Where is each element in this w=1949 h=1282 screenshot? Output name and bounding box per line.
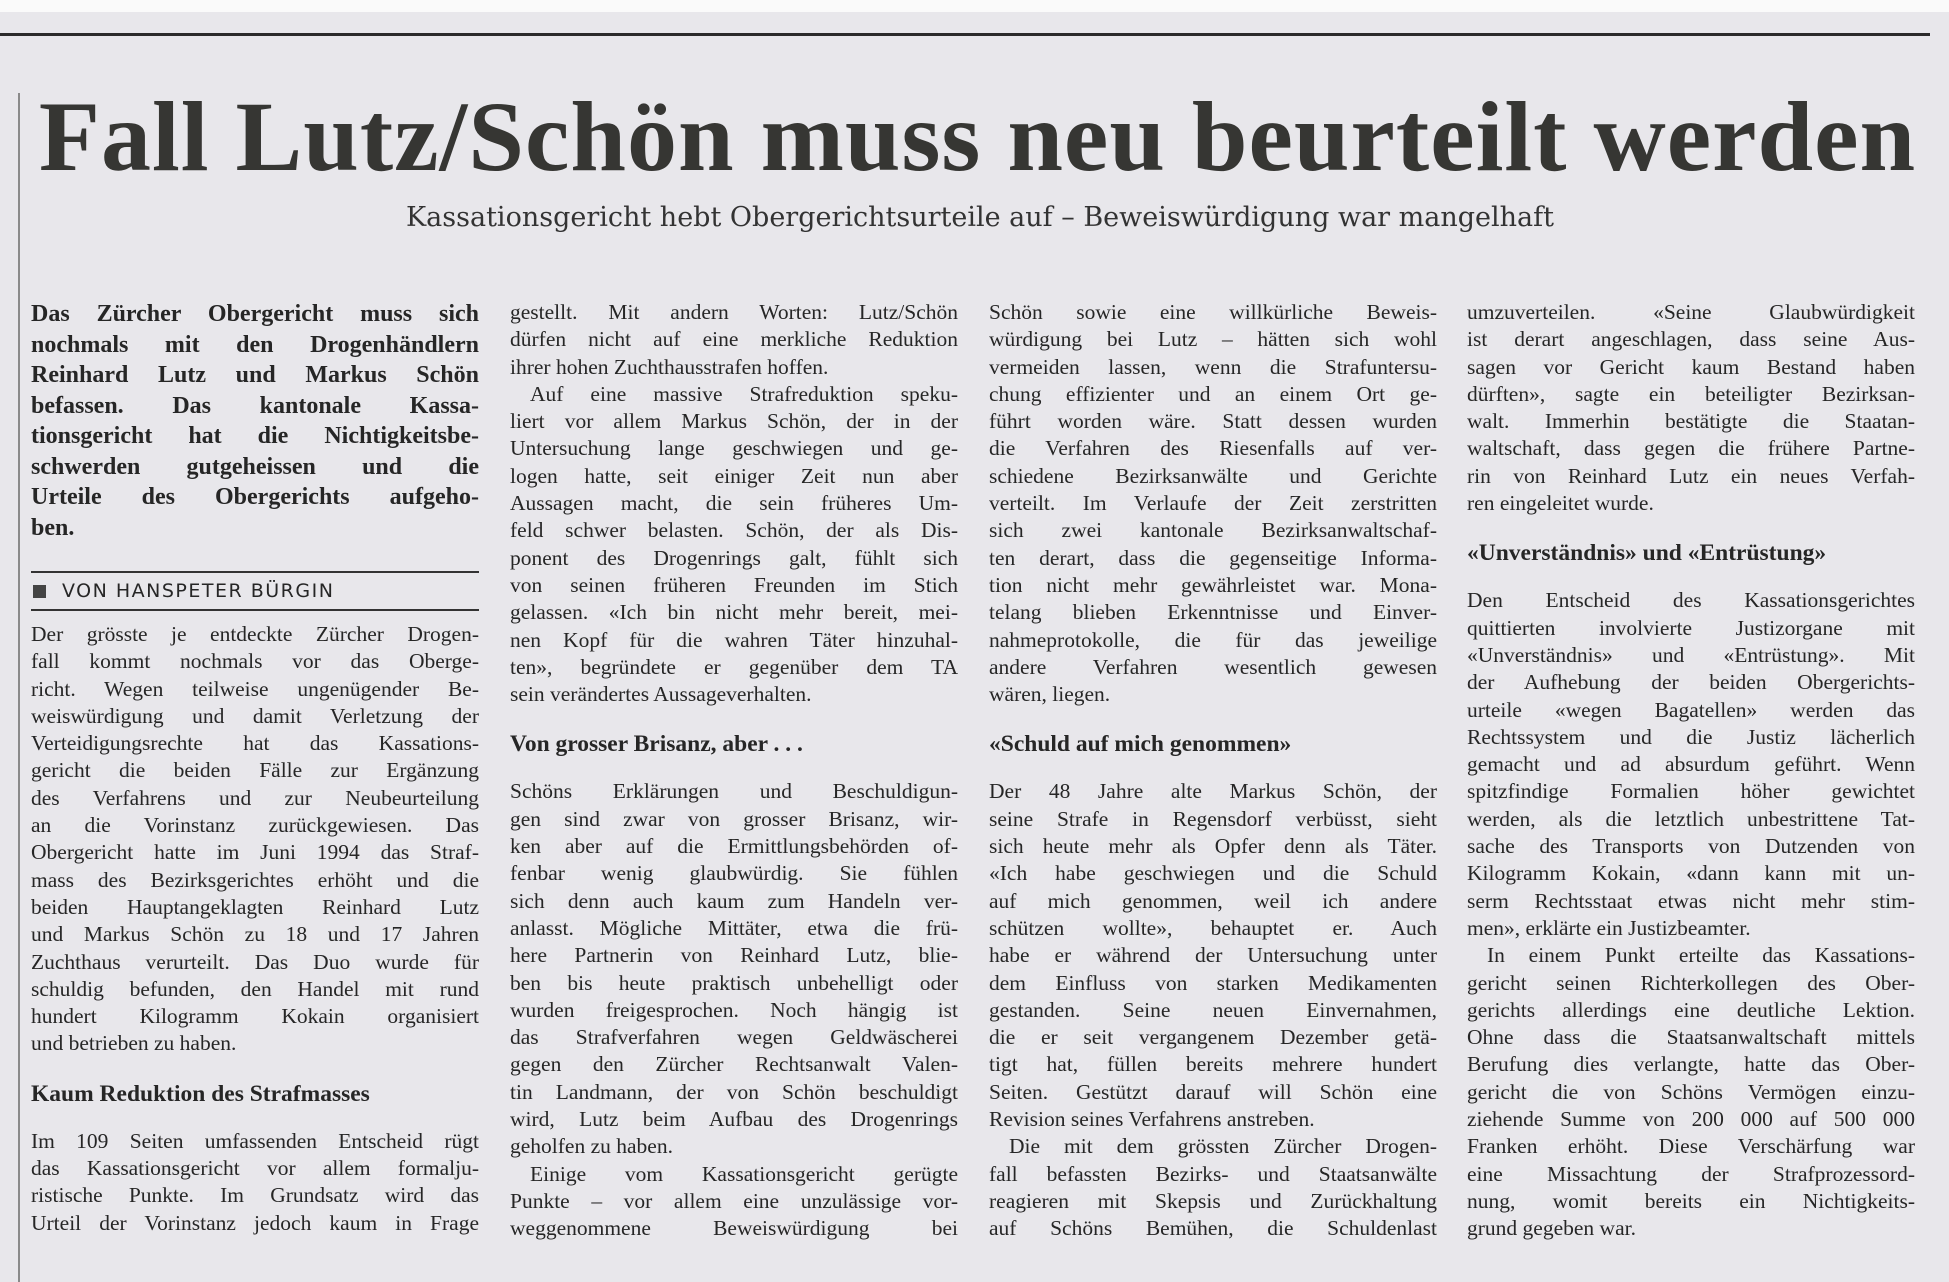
text-line: auf mich genommen, weil ich andere xyxy=(989,888,1437,913)
column-2 xyxy=(510,299,958,1243)
text-line: Schöns Erklärungen und Beschuldigun- xyxy=(510,779,958,804)
text-line: Berufung dies verlangte, hatte das Ober- xyxy=(1467,1052,1915,1077)
text-line: wird, Lutz beim Aufbau des Drogenrings xyxy=(510,1107,958,1132)
text-line: grund gegeben war. xyxy=(1467,1216,1636,1241)
text-line: sagen vor Gericht kaum Bestand haben xyxy=(1467,354,1915,379)
text-line: ren eingeleitet wurde. xyxy=(1467,491,1654,516)
paragraph xyxy=(989,1133,1437,1242)
text-line: Schön sowie eine willkürliche Beweis- xyxy=(989,300,1437,324)
top-rule xyxy=(0,33,1930,36)
text-line: Ohne dass die Staatsanwaltschaft mittels xyxy=(1467,1025,1915,1050)
text-line: ten», begründete er gegenüber dem TA xyxy=(510,654,958,679)
text-line: verteilt. Im Verlaufe der Zeit zerstritten xyxy=(989,491,1437,516)
paragraph xyxy=(989,778,1437,1133)
text-line: Die mit dem grössten Zürcher Drogen- xyxy=(1009,1134,1437,1159)
text-line: ihrer hohen Zuchthausstrafen hoffen. xyxy=(510,354,829,379)
text-line: nahmeprotokolle, die für das jeweilige xyxy=(989,627,1437,652)
text-line: Den Entscheid des Kassationsgerichtes xyxy=(1467,588,1915,613)
section-heading: «Unverständnis» und «Entrüstung» xyxy=(1467,540,1827,567)
text-line: nung, womit bereits ein Nichtigkeits- xyxy=(1467,1188,1915,1213)
text-line: die Verfahren des Riesenfalls auf ver- xyxy=(989,436,1437,461)
text-line: wurden freigesprochen. Noch hängig ist xyxy=(510,997,958,1022)
text-line: rin von Reinhard Lutz ein neues Verfah- xyxy=(1467,463,1915,488)
text-line: tigt hat, füllen bereits mehrere hundert xyxy=(989,1052,1437,1077)
text-line: ken aber auf die Ermittlungsbehörden of- xyxy=(510,834,958,859)
text-line: geholfen zu haben. xyxy=(510,1134,673,1159)
column-3 xyxy=(989,299,1437,1243)
text-line: ponent des Drogenrings galt, fühlt sich xyxy=(510,545,958,570)
text-line: mass des Bezirksgerichtes erhöht und die xyxy=(31,867,479,892)
subtitle: Kassationsgericht hebt Obergerichtsurteile auf – Beweiswürdigung war mangelhaft xyxy=(406,202,1554,233)
text-line: hundert Kilogramm Kokain organisiert xyxy=(31,1004,479,1029)
text-line: schiedene Bezirksanwälte und Gerichte xyxy=(989,463,1437,488)
text-line: habe er während der Untersuchung unter xyxy=(989,943,1437,968)
text-line: auf Schöns Bemühen, die Schuldenlast xyxy=(989,1216,1437,1241)
paragraph xyxy=(510,381,958,709)
text-line: Revision seines Verfahrens anstreben. xyxy=(989,1107,1315,1132)
paragraph xyxy=(510,1161,958,1243)
text-line: Zuchthaus verurteilt. Das Duo wurde für xyxy=(31,949,479,974)
text-line: ten derart, dass die gegenseitige Informa- xyxy=(989,545,1437,570)
text-line: Aussagen macht, die sein früheres Um- xyxy=(510,491,958,516)
text-line: sich heute mehr als Opfer denn als Täter. xyxy=(989,834,1437,859)
text-line: und Markus Schön zu 18 und 17 Jahren xyxy=(31,922,479,947)
text-line: In einem Punkt erteilte das Kassations- xyxy=(1487,943,1915,968)
text-line: dem Einfluss von starken Medikamenten xyxy=(989,970,1437,995)
text-line: richt. Wegen teilweise ungenügender Be- xyxy=(31,676,479,701)
text-line: gen sind zwar von grosser Brisanz, wir- xyxy=(510,806,958,831)
page-top-margin xyxy=(0,0,1949,12)
text-line: werden, als die letztlich unbestrittene Tat- xyxy=(1467,806,1915,831)
square-bullet-icon xyxy=(33,585,46,598)
text-line: gelassen. «Ich bin nicht mehr bereit, mei- xyxy=(510,600,958,625)
author-name: VON HANSPETER BÜRGIN xyxy=(62,580,335,602)
lead-paragraph xyxy=(31,299,479,543)
text-line: Rechtssystem und die Justiz lächerlich xyxy=(1467,724,1915,749)
text-line: serm Rechtsstaat etwas nicht mehr stim- xyxy=(1467,888,1915,913)
text-line: ziehende Summe von 200 000 auf 500 000 xyxy=(1467,1107,1915,1132)
text-line: Einige vom Kassationsgericht gerügte xyxy=(530,1161,958,1186)
paragraph xyxy=(510,778,958,1160)
text-line: an die Vorinstanz zurückgewiesen. Das xyxy=(31,813,479,838)
paragraph xyxy=(510,299,958,381)
text-line: Untersuchung lange geschwiegen und ge- xyxy=(510,436,958,461)
text-line: das Strafverfahren wegen Geldwäscherei xyxy=(510,1025,958,1050)
text-line: feld schwer belasten. Schön, der als Dis- xyxy=(510,518,958,543)
text-line: gericht die von Schöns Vermögen einzu- xyxy=(1467,1079,1915,1104)
paragraph xyxy=(31,1128,479,1237)
text-line: gestanden. Seine neuen Einvernahmen, xyxy=(989,997,1437,1022)
text-line: Urteil der Vorinstanz jedoch kaum in Frage xyxy=(31,1210,479,1235)
column-1 xyxy=(31,299,479,1237)
text-line: sich zwei kantonale Bezirksanwaltschaf- xyxy=(989,518,1437,543)
text-line: Seiten. Gestützt darauf will Schön eine xyxy=(989,1079,1437,1104)
text-line: schwerden gutgeheissen und die xyxy=(31,453,479,480)
text-line: gericht die beiden Fälle zur Ergänzung xyxy=(31,758,479,783)
text-line: des Verfahrens und zur Neubeurteilung xyxy=(31,785,479,810)
text-line: Der 48 Jahre alte Markus Schön, der xyxy=(989,779,1437,804)
text-line: sache des Transports von Dutzenden von xyxy=(1467,834,1915,859)
text-line: Der grösste je entdeckte Zürcher Drogen- xyxy=(31,622,479,646)
byline xyxy=(31,571,479,611)
paragraph xyxy=(1467,942,1915,1242)
text-line: urteile «wegen Bagatellen» werden das xyxy=(1467,697,1915,722)
text-line: anlasst. Mögliche Mittäter, etwa die frü- xyxy=(510,915,958,940)
text-line: telang blieben Erkenntnisse und Einver- xyxy=(989,600,1437,625)
text-line: ben bis heute praktisch unbehelligt oder xyxy=(510,970,958,995)
text-line: führt worden wäre. Statt dessen wurden xyxy=(989,409,1437,434)
text-line: weiswürdigung und damit Verletzung der xyxy=(31,703,479,728)
text-line: ben. xyxy=(31,514,75,541)
text-line: das Kassationsgericht vor allem formalju- xyxy=(31,1156,479,1181)
text-line: spitzfindige Formalien höher gewichtet xyxy=(1467,779,1915,804)
text-line: tionsgericht hat die Nichtigkeitsbe- xyxy=(31,423,479,449)
section-heading: Kaum Reduktion des Strafmasses xyxy=(31,1080,370,1107)
column-4 xyxy=(1467,299,1915,1243)
text-line: sein verändertes Aussageverhalten. xyxy=(510,682,812,707)
text-line: men», erklärte ein Justizbeamter. xyxy=(1467,915,1751,940)
text-line: quittierten involvierte Justizorgane mit xyxy=(1467,615,1915,640)
paragraph xyxy=(31,621,479,1058)
text-line: walt. Immerhin bestätigte die Staatan- xyxy=(1467,409,1915,434)
text-line: Punkte – vor allem eine unzulässige vor- xyxy=(510,1188,958,1213)
text-line: Obergericht hatte im Juni 1994 das Straf- xyxy=(31,840,479,865)
text-line: «Unverständnis» und «Entrüstung». Mit xyxy=(1467,642,1915,667)
text-line: gemacht und ad absurdum geführt. Wenn xyxy=(1467,752,1915,777)
text-line: Das Zürcher Obergericht muss sich xyxy=(31,301,479,327)
text-line: Kilogramm Kokain, «dann kann mit un- xyxy=(1467,861,1915,886)
text-line: liert vor allem Markus Schön, der in der xyxy=(510,409,958,434)
text-line: andere Verfahren wesentlich gewesen xyxy=(989,654,1437,679)
text-line: waltschaft, dass gegen die frühere Partne- xyxy=(1467,436,1915,461)
text-line: vermeiden lassen, wenn die Strafuntersu- xyxy=(989,354,1437,379)
text-line: nochmals mit den Drogenhändlern xyxy=(31,331,479,358)
text-line: weggenommene Beweiswürdigung bei xyxy=(510,1216,958,1241)
text-line: Urteile des Obergerichts aufgeho- xyxy=(31,484,479,510)
text-line: sich denn auch kaum zum Handeln ver- xyxy=(510,888,958,913)
text-line: tion nicht mehr gewährleistet war. Mona- xyxy=(989,572,1437,597)
section-heading: «Schuld auf mich genommen» xyxy=(989,731,1292,758)
headline: Fall Lutz/Schön muss neu beurteilt werden xyxy=(38,81,1917,192)
text-line: ist derart angeschlagen, dass seine Aus- xyxy=(1467,327,1915,352)
text-line: nen Kopf für die wahren Täter hinzuhal- xyxy=(510,627,958,652)
text-line: dürften», sagte ein beteiligter Bezirksan- xyxy=(1467,381,1915,406)
text-line: gegen den Zürcher Rechtsanwalt Valen- xyxy=(510,1052,958,1077)
text-line: fall kommt nochmals vor das Oberge- xyxy=(31,649,479,674)
text-line: Verteidigungsrechte hat das Kassations- xyxy=(31,731,479,756)
text-line: Franken erhöht. Diese Verschärfung war xyxy=(1467,1134,1915,1159)
text-line: here Partnerin von Reinhard Lutz, blie- xyxy=(510,943,958,968)
text-line: gericht seinen Richterkollegen des Ober- xyxy=(1467,970,1915,995)
left-rule xyxy=(18,93,20,1282)
text-line: tin Landmann, der von Schön beschuldigt xyxy=(510,1079,958,1104)
paragraph xyxy=(1467,299,1915,517)
text-line: wären, liegen. xyxy=(989,682,1111,707)
text-line: fall befassten Bezirks- und Staatsanwälte xyxy=(989,1161,1437,1186)
text-line: Auf eine massive Strafreduktion speku- xyxy=(530,381,958,406)
paragraph xyxy=(989,299,1437,708)
text-line: ristische Punkte. Im Grundsatz wird das xyxy=(31,1183,479,1208)
paragraph xyxy=(1467,587,1915,942)
text-line: chung effizienter und an einem Ort ge- xyxy=(989,381,1437,406)
text-line: der Aufhebung der beiden Obergerichts- xyxy=(1467,670,1915,695)
text-line: gestellt. Mit andern Worten: Lutz/Schön xyxy=(510,300,958,324)
text-line: Im 109 Seiten umfassenden Entscheid rügt xyxy=(31,1128,479,1153)
text-line: dürfen nicht auf eine merkliche Reduktion xyxy=(510,327,958,352)
text-line: eine Missachtung der Strafprozessord- xyxy=(1467,1161,1915,1186)
text-line: umzuverteilen. «Seine Glaubwürdigkeit xyxy=(1467,300,1915,324)
text-line: gerichts allerdings eine deutliche Lektion. xyxy=(1467,997,1915,1022)
text-line: die er seit vergangenem Dezember getä- xyxy=(989,1025,1437,1050)
text-line: von seinen früheren Freunden im Stich xyxy=(510,572,958,597)
text-line: würdigung bei Lutz – hätten sich wohl xyxy=(989,327,1437,352)
text-line: Reinhard Lutz und Markus Schön xyxy=(31,362,479,388)
text-line: schuldig befunden, den Handel mit rund xyxy=(31,976,479,1001)
text-line: «Ich habe geschwiegen und die Schuld xyxy=(989,861,1437,886)
text-line: befassen. Das kantonale Kassa- xyxy=(31,392,479,419)
text-line: schützen wollte», behauptet er. Auch xyxy=(989,915,1437,940)
section-heading: Von grosser Brisanz, aber . . . xyxy=(510,731,803,758)
text-line: reagieren mit Skepsis und Zurückhaltung xyxy=(989,1188,1437,1213)
text-line: und betrieben zu haben. xyxy=(31,1031,237,1056)
text-line: fenbar wenig glaubwürdig. Sie fühlen xyxy=(510,861,958,886)
text-line: logen hatte, seit einiger Zeit nun aber xyxy=(510,463,958,488)
text-line: beiden Hauptangeklagten Reinhard Lutz xyxy=(31,894,479,919)
text-line: seine Strafe in Regensdorf verbüsst, sieht xyxy=(989,806,1437,831)
